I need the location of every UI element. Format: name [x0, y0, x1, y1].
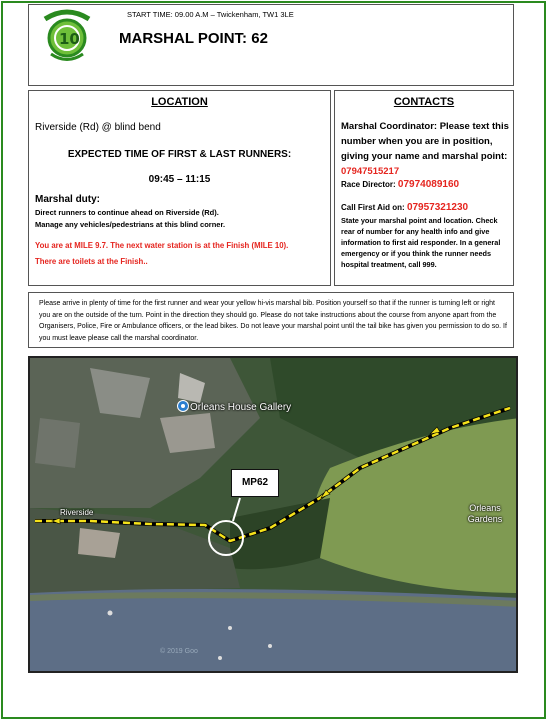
race-director-number[interactable]: 07974089160 — [397, 179, 460, 190]
gardens-label: Orleans Gardens — [467, 503, 503, 524]
header-box — [28, 4, 514, 86]
gallery-pin-icon[interactable] — [177, 400, 189, 412]
gallery-label: Orleans House Gallery — [190, 402, 292, 413]
warning-line-1: You are at MILE 9.7. The next water station is at the Finish (MILE 10). — [35, 241, 289, 250]
map-copyright: © 2019 Goo — [160, 648, 198, 655]
contacts-box — [334, 90, 514, 286]
first-aid-line — [341, 202, 468, 213]
location-title: LOCATION — [151, 96, 208, 108]
start-time: START TIME: 09.00 A.M – Twickenham, TW1 3LE — [127, 10, 294, 19]
marshal-duty-title: Marshal duty: — [35, 194, 101, 205]
instructions-text: Please arrive in plenty of time for the first runner and wear your yellow hi-vis marshal bib. Position yourself so that if the runner is turning left or right you are on the outside of the turn. Point in the direction they should go. Please do not take instructions about the course from anyone apart from the Organisers, Police, Fire or Ambulance officers, or the lead bikes. Do not leave your marshal point until the tail bike has given you permission to do so. If you must leave please call the marshal coordinator. — [39, 300, 507, 342]
marshal-point-marker-label: MP62 — [231, 469, 279, 497]
location-place: Riverside (Rd) @ blind bend — [35, 122, 161, 133]
location-box — [28, 90, 331, 286]
contacts-title: CONTACTS — [393, 96, 455, 108]
duty-line-1: Direct runners to continue ahead on Riverside (Rd). — [35, 208, 219, 217]
first-aid-text: State your marshal point and location. Check rear of number for any health info and give information to first aid responder. In a general emergency or if you think the runner needs hospital treatment, call 999. — [341, 216, 501, 269]
mile-warning — [35, 238, 325, 270]
first-aid-number[interactable]: 07957321230 — [406, 202, 469, 213]
coordinator-number[interactable]: 07947515217 — [341, 166, 400, 177]
coordinator-text — [341, 119, 511, 179]
expected-times-heading: EXPECTED TIME OF FIRST & LAST RUNNERS: — [67, 149, 292, 160]
riverside-road-label: Riverside — [60, 508, 94, 517]
race-director-line — [341, 179, 459, 190]
first-aid-label: Call First Aid on: — [341, 203, 405, 212]
instructions-box — [28, 292, 514, 348]
route-map[interactable] — [28, 356, 518, 673]
coordinator-instructions: Marshal Coordinator: Please text this number when you are in position, giving your name and marshal point: — [341, 121, 509, 162]
svg-text:10: 10 — [59, 30, 80, 48]
expected-times: 09:45 – 11:15 — [148, 174, 211, 185]
duty-line-2: Manage any vehicles/pedestrians at this blind corner. — [35, 220, 226, 229]
race-director-label: Race Director: — [341, 180, 396, 189]
marshal-point-title: MARSHAL POINT: 62 — [119, 30, 268, 47]
marshal-duty-text — [35, 207, 225, 231]
warning-line-2: There are toilets at the Finish.. — [35, 257, 148, 266]
race-logo — [37, 7, 97, 65]
